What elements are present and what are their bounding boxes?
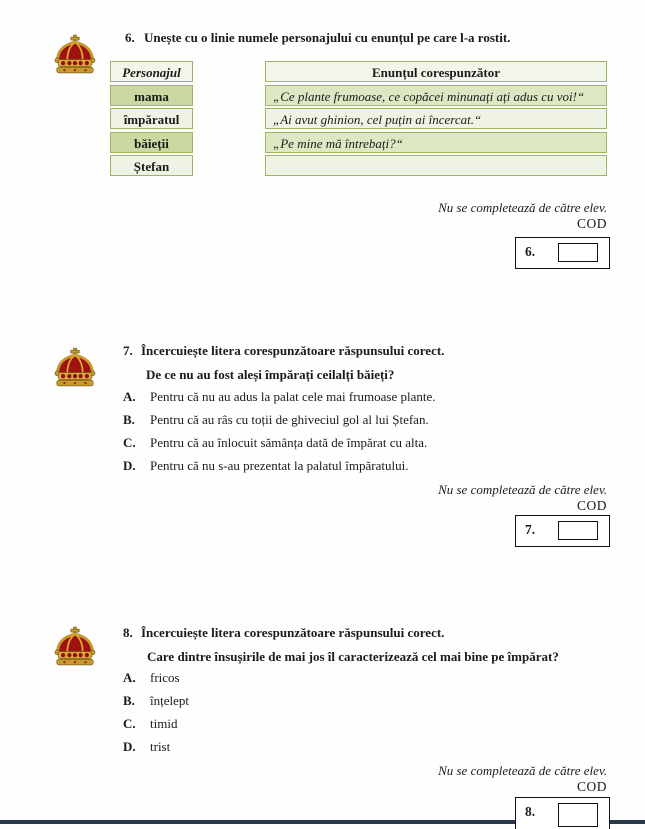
question-8-text: Care dintre însușirile de mai jos îl caracterizează cel mai bine pe împărat? [147, 649, 559, 664]
question-7-prompt: Încercuiește litera corespunzătoare răspunsului corect. [141, 343, 445, 358]
question-6-prompt: Unește cu o linie numele personajului cu enunțul pe care l-a rostit. [144, 30, 511, 45]
q7-option-c-text[interactable]: Pentru că au înlocuit sămânța dată de împărat cu alta. [150, 435, 428, 450]
not-for-student-note: Nu se completează de către elev. [438, 200, 607, 215]
cod-entry-box-6[interactable] [558, 243, 598, 262]
enunt-table [265, 61, 607, 179]
cod-box-8-number: 8. [525, 804, 536, 819]
personaj-cell-baietii[interactable]: băieții [110, 132, 193, 153]
q8-option-d-letter[interactable]: D. [123, 739, 136, 754]
q8-option-c-text[interactable]: timid [150, 716, 178, 731]
crown-icon [54, 33, 96, 75]
enunt-cell-empty[interactable] [265, 155, 607, 176]
crown-icon [54, 625, 96, 667]
q7-option-b-letter[interactable]: B. [123, 412, 135, 427]
question-6-number: 6. [125, 30, 135, 45]
cod-box-6 [515, 237, 610, 269]
cod-label: COD [576, 498, 607, 513]
q8-option-b-text[interactable]: înțelept [150, 693, 189, 708]
q7-option-b-text[interactable]: Pentru că au râs cu toții de ghiveciul gol al lui Ștefan. [150, 412, 429, 427]
enunt-cell-2[interactable]: „Ai avut ghinion, cel puțin ai încercat.“ [265, 108, 607, 129]
not-for-student-note: Nu se completează de către elev. [438, 763, 607, 778]
personaj-cell-mama[interactable]: mama [110, 85, 193, 106]
question-7-number: 7. [123, 343, 133, 358]
question-8-number: 8. [123, 625, 133, 640]
q7-option-a-text[interactable]: Pentru că nu au adus la palat cele mai frumoase plante. [150, 389, 436, 404]
cod-box-7 [515, 515, 610, 547]
cod-box-8 [515, 797, 610, 829]
cod-entry-box-7[interactable] [558, 521, 598, 540]
enunt-table-header: Enunțul corespunzător [265, 61, 607, 82]
question-8-prompt: Încercuiește litera corespunzătoare răspunsului corect. [141, 625, 445, 640]
enunt-cell-1[interactable]: „Ce plante frumoase, ce copăcei minunați ați adus cu voi!“ [265, 85, 607, 106]
personaj-cell-stefan[interactable]: Ștefan [110, 155, 193, 176]
not-for-student-note: Nu se completează de către elev. [438, 482, 607, 497]
personaj-cell-imparatul[interactable]: împăratul [110, 108, 193, 129]
q7-option-d-text[interactable]: Pentru că nu s-au prezentat la palatul împăratului. [150, 458, 409, 473]
q8-option-b-letter[interactable]: B. [123, 693, 135, 708]
personaj-table-header: Personajul [110, 61, 193, 82]
crown-icon [54, 346, 96, 388]
question-7-text: De ce nu au fost aleși împărați ceilalți băieți? [146, 367, 395, 382]
q7-option-a-letter[interactable]: A. [123, 389, 136, 404]
q7-option-d-letter[interactable]: D. [123, 458, 136, 473]
cod-box-6-number: 6. [525, 244, 536, 259]
cod-box-7-number: 7. [525, 522, 536, 537]
q7-option-c-letter[interactable]: C. [123, 435, 136, 450]
cod-entry-box-8[interactable] [558, 803, 598, 827]
cod-label: COD [576, 216, 607, 231]
q8-option-a-text[interactable]: fricos [150, 670, 180, 685]
personaj-table [110, 61, 193, 179]
cod-label: COD [576, 779, 607, 794]
q8-option-c-letter[interactable]: C. [123, 716, 136, 731]
q8-option-a-letter[interactable]: A. [123, 670, 136, 685]
q8-option-d-text[interactable]: trist [150, 739, 171, 754]
enunt-cell-3[interactable]: „Pe mine mă întrebați?“ [265, 132, 607, 153]
